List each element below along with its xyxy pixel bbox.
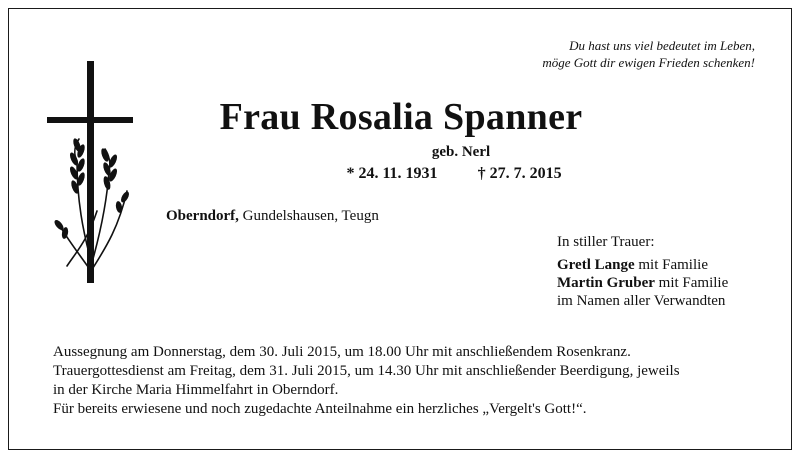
- obituary-notice: [8, 8, 792, 450]
- deceased-name: Frau Rosalia Spanner: [219, 96, 583, 138]
- life-dates: [9, 164, 793, 184]
- mourners-block: [557, 233, 728, 310]
- service-text-line-2: in der Kirche Maria Himmelfahrt in Oberndorf.: [53, 382, 339, 398]
- mourners-heading: In stiller Trauer:: [557, 234, 655, 250]
- place-main: Oberndorf,: [166, 208, 239, 224]
- thanks-text: Für bereits erwiesene und noch zugedachte Anteilnahme ein herzliches „Vergelt's Gott!“.: [53, 401, 587, 417]
- maiden-name: geb. Nerl: [431, 144, 491, 160]
- service-text-line-1: Trauergottesdienst am Freitag, dem 31. Juli 2015, um 14.30 Uhr mit anschließender Beerdigung, jeweils: [53, 363, 680, 379]
- quote-line-1: Du hast uns viel bedeutet im Leben,: [569, 38, 755, 53]
- quote-line-2: möge Gott dir ewigen Frieden schenken!: [542, 55, 755, 70]
- mourner-rest: mit Familie: [634, 257, 708, 273]
- blessing-text: Aussegnung am Donnerstag, dem 30. Juli 2015, um 18.00 Uhr mit anschließendem Rosenkranz.: [53, 344, 631, 360]
- mourner-line: [557, 256, 728, 274]
- memorial-quote: [542, 37, 755, 71]
- birth-date: * 24. 11. 1931: [346, 165, 438, 182]
- announcements: [53, 343, 773, 419]
- mourner-rest: im Namen aller Verwandten: [557, 293, 726, 309]
- death-date: † 27. 7. 2015: [477, 165, 562, 182]
- mourner-name: Martin Gruber: [557, 275, 655, 291]
- mourner-rest: mit Familie: [654, 275, 729, 291]
- place-others: Gundelshausen, Teugn: [238, 208, 379, 224]
- mourner-name: Gretl Lange: [557, 257, 635, 273]
- mourner-line: [557, 292, 728, 310]
- place-line: [166, 207, 379, 225]
- mourner-line: [557, 274, 728, 292]
